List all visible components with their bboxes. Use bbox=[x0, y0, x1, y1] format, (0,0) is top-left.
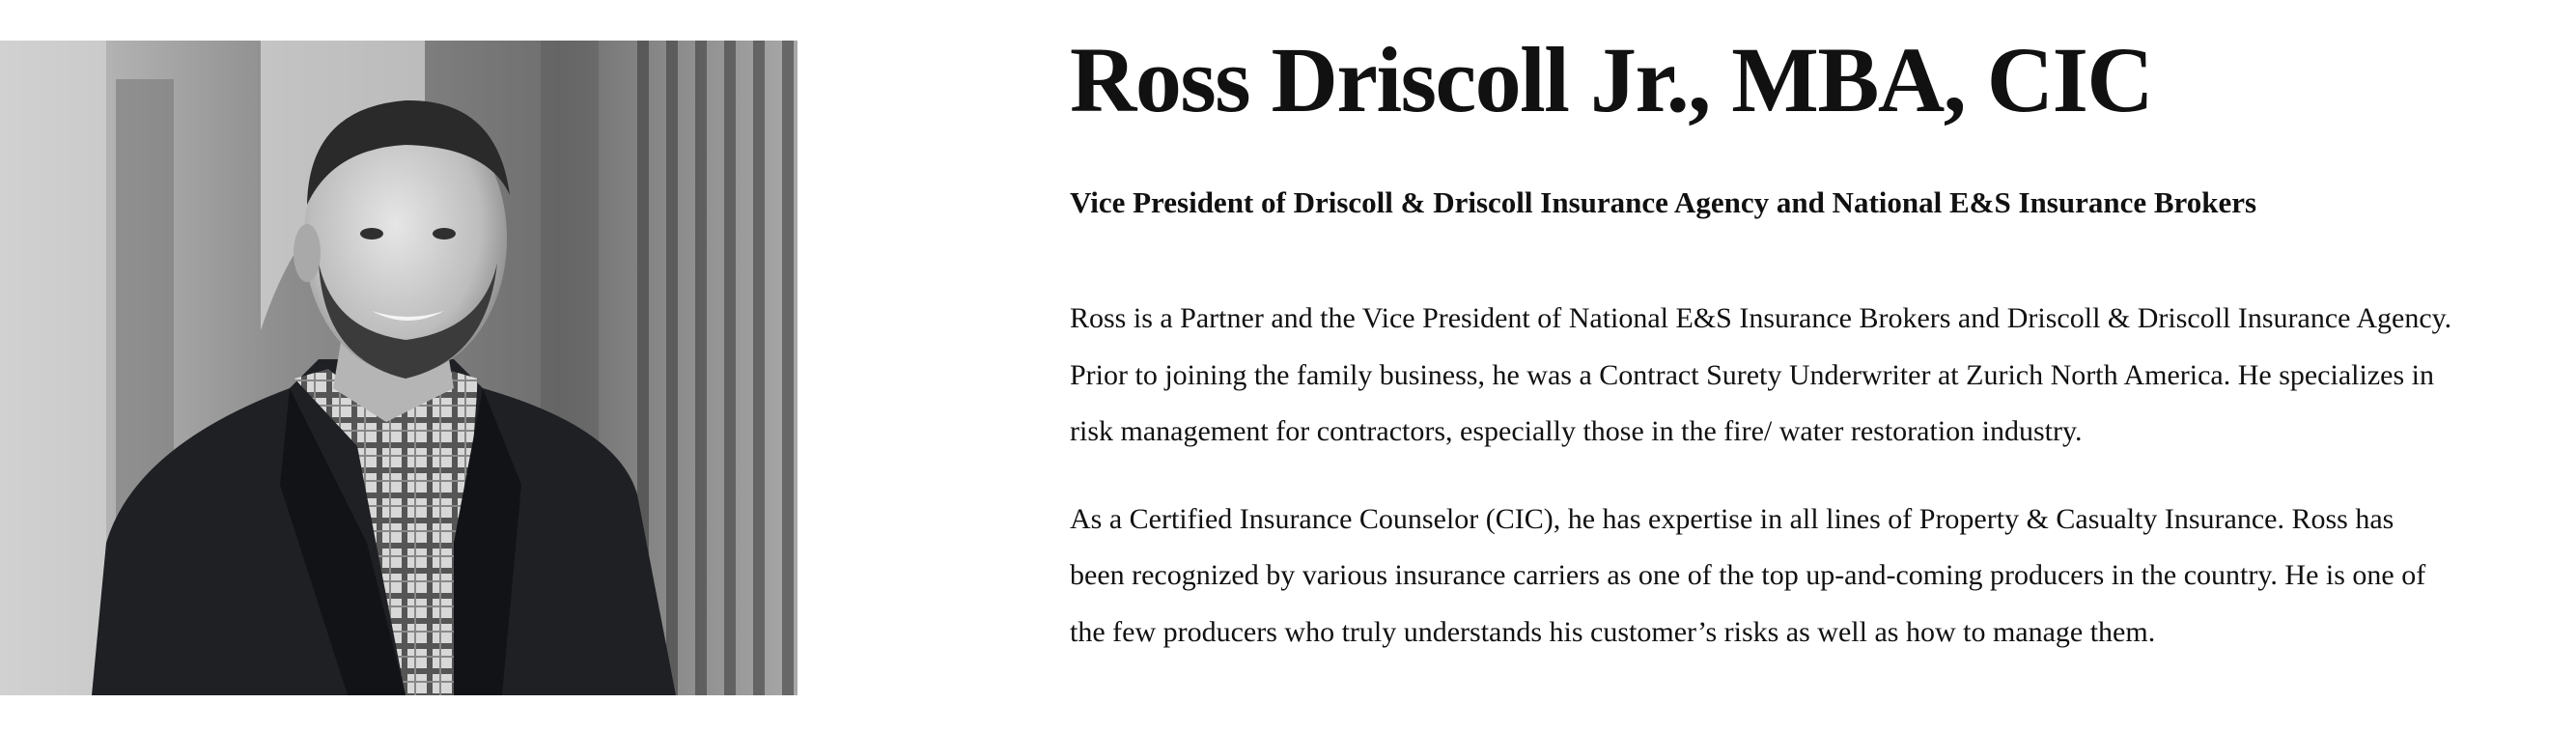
bio-line: Prior to joining the family business, he was a Contract Surety Underwriter at Zurich North America. He specializes in bbox=[1070, 358, 2434, 391]
bio-paragraph bbox=[1070, 492, 2537, 662]
bio-line: the few producers who truly understands his customer’s risks as well as how to manage them. bbox=[1070, 615, 2156, 648]
bio-paragraph bbox=[1070, 291, 2537, 461]
profile-bio bbox=[1070, 27, 2537, 661]
bio-line: been recognized by various insurance carriers as one of the top up-and-coming producers in the country. He is one of bbox=[1070, 559, 2426, 591]
profile-photo bbox=[0, 41, 798, 695]
profile-title: Vice President of Driscoll & Driscoll Insurance Agency and National E&S Insurance Brokers bbox=[1070, 185, 2257, 219]
bio-line: Ross is a Partner and the Vice President of National E&S Insurance Brokers and Driscoll & Driscoll Insurance Agency. bbox=[1070, 302, 2452, 334]
bio-line: risk management for contractors, especially those in the fire/ water restoration industry. bbox=[1070, 415, 2083, 447]
bio-line: As a Certified Insurance Counselor (CIC), he has expertise in all lines of Property & Casualty Insurance. Ross has bbox=[1070, 502, 2394, 535]
profile-name: Ross Driscoll Jr., MBA, CIC bbox=[1070, 28, 2153, 131]
portrait-photo-icon bbox=[0, 41, 798, 695]
